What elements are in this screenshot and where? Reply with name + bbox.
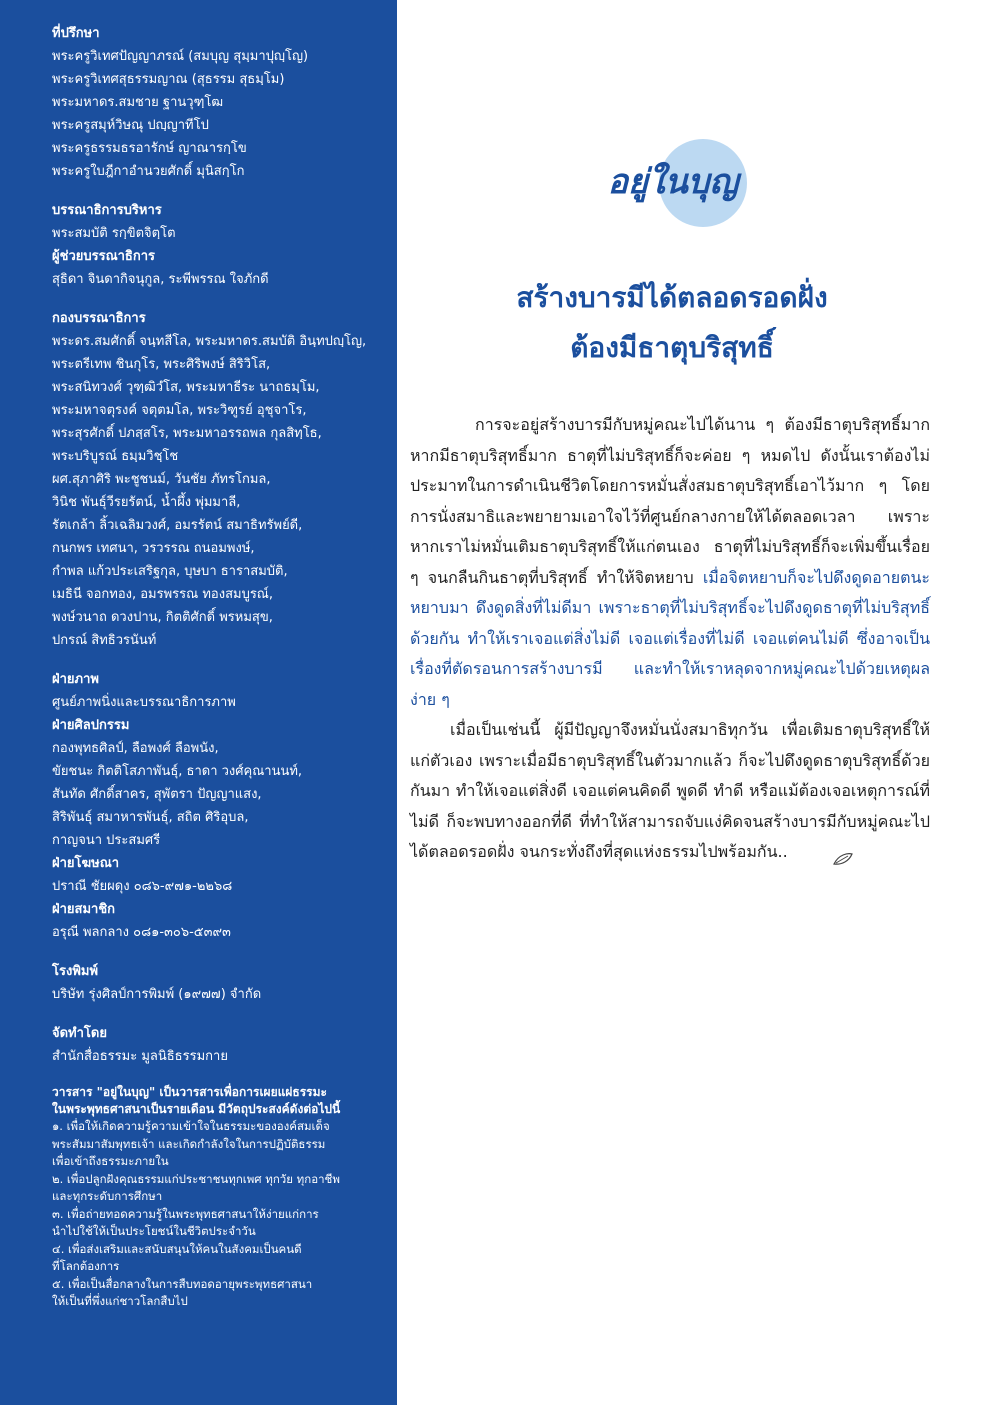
logo-graphic xyxy=(598,133,748,233)
membership-contact: อรุณี พลกลาง ๐๘๑-๓๐๖-๕๓๙๓ xyxy=(52,925,231,940)
highlighted-text: เมื่อจิตหยาบก็จะไปดึงดูดอายตนะหยาบมา ดึงดูดสิ่งที่ไม่ดีมา เพราะธาตุที่ไม่บริสุทธิ์จะไปดึงดูดธาตุที่ไม่บริสุทธิ์ด้วยกัน ทำให้เราเจอแต่สิ่งไม่ดี เจอแต่เรื่องที่ไม่ดี เจอแต่คนไม่ดี ซึ่งอาจเป็นเรื่องที่ตัดรอนการสร้างบารมี และทำให้เราหลุดจากหมู่คณะไปด้วยเหตุผลง่าย ๆ xyxy=(410,567,930,709)
board-member-line: พงษ์วนาถ ดวงปาน, กิตติศักดิ์ พรหมสุข, xyxy=(52,610,273,625)
art-credit-line: กองพุทธศิลป์, ลือพงศ์ ลือพนัง, xyxy=(52,741,219,756)
article-title xyxy=(415,273,929,373)
article-paragraph xyxy=(410,410,930,715)
purpose-heading-line: ในพระพุทธศาสนาเป็นรายเดือน มีวัตถุประสงค์ดังต่อไปนี้ xyxy=(52,1102,341,1116)
advisor-name: พระครูวิเทศสุธรรมญาณ (สุธรรม สุธมฺโม) xyxy=(52,72,285,87)
art-section xyxy=(52,668,381,944)
executive-editor-name: พระสมบัติ รกฺขิตจิตฺโต xyxy=(52,226,176,241)
art-credit-line: สิริพันธุ์ สมาหารพันธุ์, สถิต ศิริอุบล, xyxy=(52,810,249,825)
purpose-heading-line: วารสาร "อยู่ในบุญ" เป็นวารสารเพื่อการเผยแผ่ธรรมะ xyxy=(52,1085,327,1099)
printing-heading: โรงพิมพ์ xyxy=(52,964,99,979)
purpose-item: ให้เป็นที่พึ่งแก่ชาวโลกสืบไป xyxy=(52,1294,188,1308)
purpose-item: นำไปใช้ให้เป็นประโยชน์ในชีวิตประจำวัน xyxy=(52,1224,256,1238)
board-member-line: ปกรณ์ สิทธิวรนันท์ xyxy=(52,633,157,648)
purpose-item: ๒. เพื่อปลูกฝังคุณธรรมแก่ประชาชนทุกเพศ ทุกวัย ทุกอาชีพ xyxy=(52,1171,340,1186)
art-credits xyxy=(52,737,381,852)
board-member-line: กำพล แก้วประเสริฐกุล, บุษบา ธาราสมบัติ, xyxy=(52,564,288,579)
produced-by-heading: จัดทำโดย xyxy=(52,1026,107,1041)
board-member-line: พระสุรศักดิ์ ปภสฺสโร, พระมหาอรรถพล กุลสิทฺโธ, xyxy=(52,426,322,441)
advisor-name: พระครูธรรมธรอารักษ์ ญาณารกฺโข xyxy=(52,141,247,156)
editorial-board-section xyxy=(52,307,381,652)
purpose-item: เพื่อเข้าถึงธรรมะภายใน xyxy=(52,1154,169,1168)
magazine-logo xyxy=(598,133,748,233)
credits-sidebar xyxy=(0,0,397,1405)
art-credit-line: สันทัด ศักดิ์สาคร, สุพัตรา ปัญญาแสง, xyxy=(52,787,262,802)
assistant-editors-names: สุธิดา จินดากิจนุกูล, ระพีพรรณ ใจภักดี xyxy=(52,272,269,287)
board-member-line: รัตเกล้า ลิ้วเฉลิมวงศ์, อมรรัตน์ สมาธิทรัพย์ดี, xyxy=(52,518,303,533)
membership-heading: ฝ่ายสมาชิก xyxy=(52,902,116,917)
art-credit-line: ขัยชนะ กิตติโสภาพันธุ์, ธาดา วงศ์คุณานนท์, xyxy=(52,764,303,779)
executive-editor-heading: บรรณาธิการบริหาร xyxy=(52,203,162,218)
purpose-item: ๔. เพื่อส่งเสริมและสนับสนุนให้คนในสังคมเป็นคนดี xyxy=(52,1241,302,1256)
title-line: สร้างบารมีได้ตลอดรอดฝั่ง xyxy=(516,281,828,314)
assistant-editors-heading: ผู้ช่วยบรรณาธิการ xyxy=(52,249,156,264)
purpose-list xyxy=(52,1118,381,1311)
purpose-item: และทุกระดับการศึกษา xyxy=(52,1189,163,1203)
purpose-item: ๕. เพื่อเป็นสื่อกลางในการสืบทอดอายุพระพุทธศาสนา xyxy=(52,1276,313,1291)
leaf-icon xyxy=(793,846,813,860)
logo-text: อยู่ในบุญ xyxy=(607,162,739,202)
article-paragraph xyxy=(410,715,930,868)
producer-name: สำนักสื่อธรรมะ มูลนิธิธรรมกาย xyxy=(52,1049,228,1064)
board-member-line: พระบริบูรณ์ ธมฺมวิชฺโช xyxy=(52,449,179,464)
title-line: ต้องมีธาตุบริสุทธิ์ xyxy=(570,331,774,364)
paragraph-text: การจะอยู่สร้างบารมีกับหมู่คณะไปได้นาน ๆ ต้องมีธาตุบริสุทธิ์มาก หากมีธาตุบริสุทธิ์มาก ธาตุที่ไม่บริสุทธิ์ก็จะค่อย ๆ หมดไป ดังนั้นเราต้องไม่ประมาทในการดำเนินชีวิตโดยการหมั่นสั่งสมธาตุบริสุทธิ์เอาไว้มาก ๆ โดยการนั่งสมาธิและพยายามเอาใจไว้ที่ศูนย์กลางกายให้ได้ตลอดเวลา เพราะหากเราไม่หมั่นเติมธาตุบริสุทธิ์ให้แก่ตนเอง ธาตุที่ไม่บริสุทธิ์ก็จะเพิ่มขึ้นเรื่อย ๆ จนกลืนกินธาตุที่บริสุทธิ์ ทำให้จิตหยาบ xyxy=(410,415,930,587)
advisors-section xyxy=(52,22,381,183)
purpose-item: ๑. เพื่อให้เกิดความรู้ความเข้าใจในธรรมะขององค์สมเด็จ xyxy=(52,1119,330,1133)
advisor-name: พระมหาดร.สมชาย ฐานวุฑฺโฒ xyxy=(52,95,224,110)
editors-section xyxy=(52,199,381,291)
board-member-line: พระตรีเทพ ชินกุโร, พระศิริพงษ์ สิริวิโส, xyxy=(52,357,271,372)
advisor-name: พระครูใบฎีกาอำนวยศักดิ์ มุนิสกฺโก xyxy=(52,164,245,179)
advertising-contact: ปราณี ชัยผดุง ๐๘๖-๙๗๑-๒๒๖๘ xyxy=(52,879,233,894)
board-member-line: พระมหาจตุรงค์ จตุตมโล, พระวิฑูรย์ อุชุจาโร, xyxy=(52,403,307,418)
board-member-line: ผศ.สุภาศิริ พะชูชนม์, วันชัย ภัทรโกมล, xyxy=(52,472,271,487)
purpose-item: ๓. เพื่อถ่ายทอดความรู้ในพระพุทธศาสนาให้ง่ายแก่การ xyxy=(52,1206,319,1221)
advisors-heading: ที่ปรึกษา xyxy=(52,26,100,41)
purpose-section xyxy=(52,1084,381,1311)
art-credit-line: กาญจนา ประสมศรี xyxy=(52,833,161,848)
purpose-item: พระสัมมาสัมพุทธเจ้า และเกิดกำลังใจในการปฏิบัติธรรม xyxy=(52,1136,326,1151)
board-member-line: วินิช พันธุ์วีรยรัตน์, น้ำผึ้ง พุ่มมาลี, xyxy=(52,495,241,510)
editorial-board-heading: กองบรรณาธิการ xyxy=(52,311,146,326)
advertising-heading: ฝ่ายโฆษณา xyxy=(52,856,120,871)
purpose-item: ที่โลกต้องการ xyxy=(52,1259,120,1273)
article-body xyxy=(410,410,930,868)
board-member-line: พระดร.สมศักดิ์ จนฺทสีโล, พระมหาดร.สมบัติ อินฺทปญฺโญ, xyxy=(52,334,367,349)
board-member-line: พระสนิทวงศ์ วุฑฺฒิวํโส, พระมหาธีระ นาถธมฺโม, xyxy=(52,380,320,395)
art-heading: ฝ่ายศิลปกรรม xyxy=(52,718,130,733)
advisor-name: พระครูวิเทศปัญญาภรณ์ (สมบุญ สุมฺมาปุญฺโญ) xyxy=(52,49,309,64)
producer-section xyxy=(52,1022,381,1068)
printing-section xyxy=(52,960,381,1006)
paragraph-text: เมื่อเป็นเช่นนี้ ผู้มีปัญญาจึงหมั่นนั่งสมาธิทุกวัน เพื่อเติมธาตุบริสุทธิ์ให้แก่ตัวเอง เพราะเมื่อมีธาตุบริสุทธิ์ในตัวมากแล้ว ก็จะไปดึงดูดธาตุบริสุทธิ์ด้วยกันมา ทำให้เจอแต่สิ่งดี เจอแต่คนคิดดี พูดดี ทำดี หรือแม้ต้องเจอเหตุการณ์ที่ไม่ดี ก็จะพบทางออกที่ดี ที่ทำให้สามารถจับแง่คิดจนสร้างบารมีกับหมู่คณะไปได้ตลอดรอดฝั่ง จนกระทั่งถึงที่สุดแห่งธรรมไปพร้อมกัน.. xyxy=(410,720,930,861)
advisor-name: พระครูสมุห์วิษณุ ปญฺญาทีโป xyxy=(52,118,209,133)
photo-credit: ศูนย์ภาพนิ่งและบรรณาธิการภาพ xyxy=(52,695,236,710)
printer-name: บริษัท รุ่งศิลป์การพิมพ์ (๑๙๗๗) จำกัด xyxy=(52,987,262,1002)
photo-heading: ฝ่ายภาพ xyxy=(52,672,99,687)
board-member-line: กนกพร เทศนา, วรวรรณ ถนอมพงษ์, xyxy=(52,541,255,556)
board-member-line: เมธินี จอกทอง, อมรพรรณ ทองสมบูรณ์, xyxy=(52,587,273,602)
